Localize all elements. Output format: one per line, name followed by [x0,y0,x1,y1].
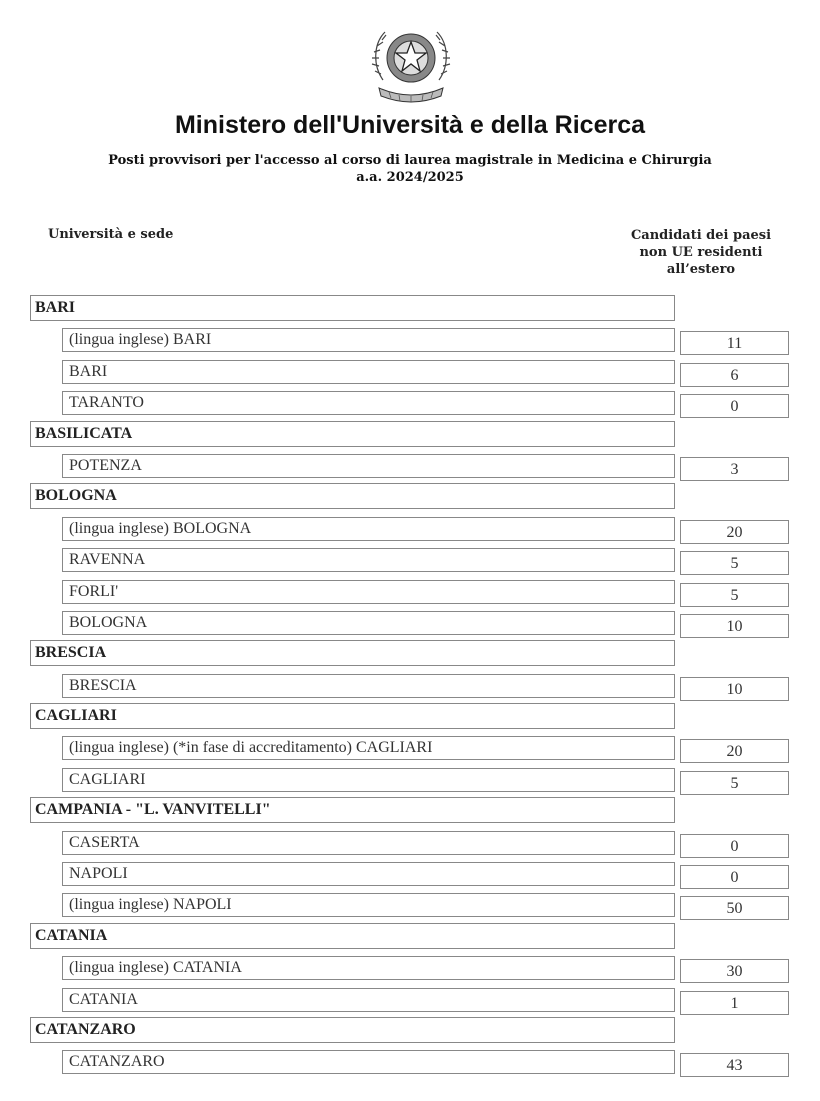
seat-location: BOLOGNA [62,611,675,635]
seat-location: FORLI' [62,580,675,604]
seat-location: (lingua inglese) CATANIA [62,956,675,980]
seat-count: 0 [680,865,789,889]
seat-row [0,672,820,703]
university-name: CATANIA [30,923,675,949]
seat-count: 10 [680,677,789,701]
seat-row [0,766,820,797]
seat-location: CAGLIARI [62,768,675,792]
column-header-candidates-line2: non UE residenti [639,245,763,260]
seat-row [0,389,820,420]
university-row [0,703,820,734]
seat-row [0,546,820,577]
seat-count: 30 [680,959,789,983]
seat-row [0,860,820,891]
seat-row [0,358,820,389]
page-subtitle [0,152,820,186]
seat-row [0,452,820,483]
university-name: BOLOGNA [30,483,675,509]
university-name: BASILICATA [30,421,675,447]
university-name: CATANZARO [30,1017,675,1043]
university-row [0,640,820,671]
seat-row [0,829,820,860]
university-row [0,421,820,452]
university-row [0,483,820,514]
seat-location: CATANZARO [62,1050,675,1074]
seat-count: 43 [680,1053,789,1077]
seat-count: 20 [680,739,789,763]
university-row [0,923,820,954]
italian-republic-emblem-icon [369,18,453,106]
seat-row [0,734,820,765]
university-name: CAGLIARI [30,703,675,729]
seat-location: CASERTA [62,831,675,855]
seat-row [0,326,820,357]
seat-count: 5 [680,551,789,575]
seat-count: 0 [680,394,789,418]
seat-row [0,578,820,609]
subtitle-course: Posti provvisori per l'accesso al corso di laurea magistrale in Medicina e Chirurgia [108,153,712,168]
seat-count: 6 [680,363,789,387]
seat-location: (lingua inglese) BOLOGNA [62,517,675,541]
seat-row [0,954,820,985]
column-header-candidates-line1: Candidati dei paesi [630,228,772,243]
seat-row [0,1048,820,1079]
column-header-candidates [612,227,790,278]
seat-count: 11 [680,331,789,355]
seat-count: 20 [680,520,789,544]
seat-row [0,986,820,1017]
seat-location: (lingua inglese) BARI [62,328,675,352]
subtitle-academic-year: a.a. 2024/2025 [356,170,464,185]
seat-location: BARI [62,360,675,384]
university-row [0,797,820,828]
seat-location: CATANIA [62,988,675,1012]
seat-location: RAVENNA [62,548,675,572]
column-header-candidates-line3: all’estero [666,262,736,277]
university-name: CAMPANIA - "L. VANVITELLI" [30,797,675,823]
university-name: BRESCIA [30,640,675,666]
column-header-university: Università e sede [48,227,174,242]
seat-location: POTENZA [62,454,675,478]
university-row [0,1017,820,1048]
page-title: Ministero dell'Università e della Ricerca [174,111,646,139]
seat-location: (lingua inglese) NAPOLI [62,893,675,917]
seat-location: TARANTO [62,391,675,415]
seat-location: NAPOLI [62,862,675,886]
seat-row [0,609,820,640]
seat-count: 0 [680,834,789,858]
seat-count: 50 [680,896,789,920]
seat-row [0,515,820,546]
seat-location: BRESCIA [62,674,675,698]
seat-count: 5 [680,583,789,607]
seat-count: 1 [680,991,789,1015]
seat-count: 3 [680,457,789,481]
seats-table [0,295,820,1080]
seat-location: (lingua inglese) (*in fase di accreditamento) CAGLIARI [62,736,675,760]
university-name: BARI [30,295,675,321]
seat-count: 10 [680,614,789,638]
seat-count: 5 [680,771,789,795]
university-row [0,295,820,326]
seat-row [0,891,820,922]
